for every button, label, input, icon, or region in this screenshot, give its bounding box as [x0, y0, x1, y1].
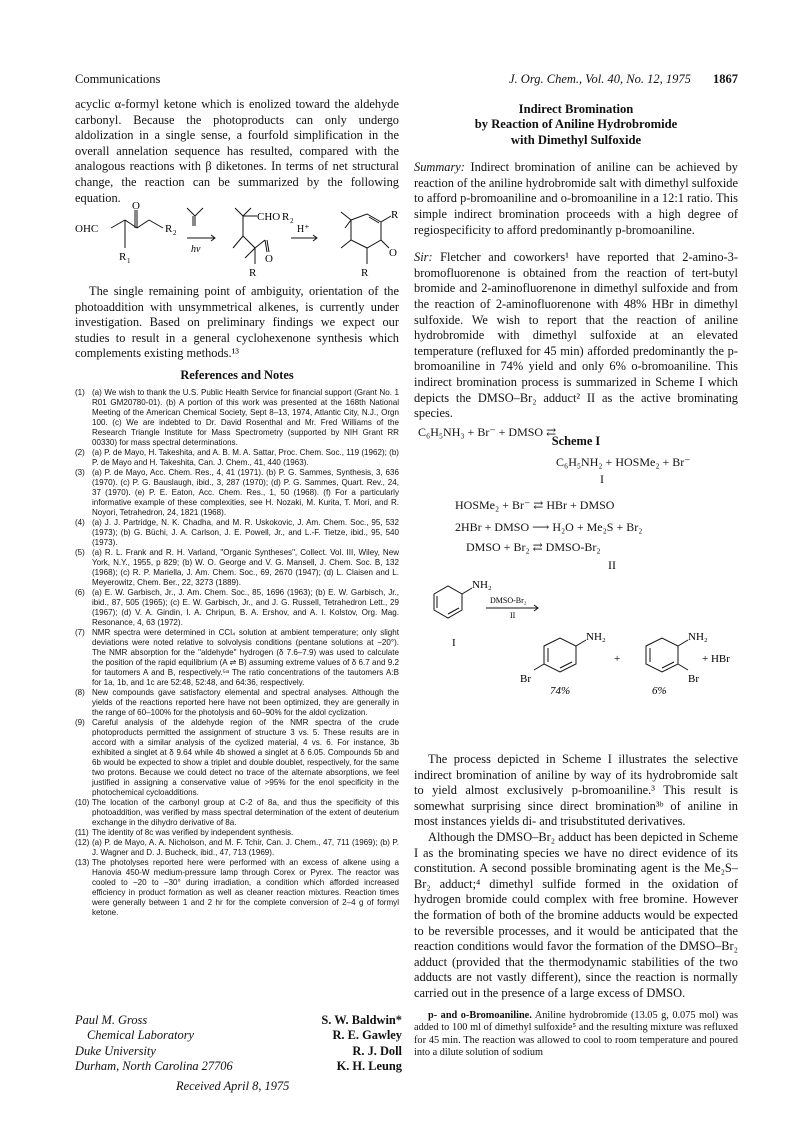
page-number: 1867 [713, 72, 738, 86]
scheme-eq-1: C₆H₅NH₃ + Br⁻ + DMSO ⇄ [418, 425, 557, 439]
adduct-paragraph: Although the DMSO–Br₂ adduct has been depicted in Scheme I as the brominating species we have no direct evidence of its constitution. A second possible brominating agent is the Me₂S–Br₂ adduct;⁴ dimethyl sulfide formed in the oxidation of hydrogen bromide could complex with free bromine. However the formation of both of the bromine adducts would be expected to be reversible processes, and it would be anticipated that the reaction conditions would favor the formation of the DMSO–Br₂ adduct (provided that the thermodynamic stabilities of the two adducts are not vastly different), since the reaction is normally carried out in the presence of a large excess of DMSO. [414, 829, 738, 1000]
hbr-label: + HBr [702, 653, 730, 665]
reference-item [75, 518, 399, 548]
author-name: S. W. Baldwin* [321, 1013, 402, 1027]
received-date: Received April 8, 1975 [176, 1079, 290, 1093]
experimental-paragraph [414, 1010, 738, 1060]
hv-label: hν [191, 244, 201, 255]
scheme-eq-3: HOSMe₂ + Br⁻ ⇄ HBr + DMSO [455, 498, 615, 512]
sir-paragraph [414, 250, 738, 422]
reference-number: (6) [75, 587, 85, 597]
left-column-lower [75, 284, 399, 918]
reference-item [75, 588, 399, 628]
sir-label: Sir: [414, 250, 433, 265]
process-paragraph: The process depicted in Scheme I illustrates the selective indirect bromination of aniline by way of its hydrobromide salt to yield almost exclusively p-bromoaniline.³ This result is somewhat surprising since direct bromination³ᵇ of aniline in most instances yields di- and trisubstituted derivatives. [414, 752, 738, 829]
r2-sub-1: 2 [173, 229, 177, 237]
reference-text: The location of the carbonyl group at C-2 of 8a, and thus the specificity of this photoaddition, was verified by mass spectral determination of the extent of deuterium exchange in the dihydro derivative of 8a. [92, 797, 399, 827]
ohc-label: OHC [75, 223, 99, 235]
yield-para: 74% [550, 685, 571, 697]
address-line: Paul M. Gross [75, 1013, 148, 1027]
author-name: R. J. Doll [352, 1043, 402, 1058]
reference-item [75, 448, 399, 468]
nh2-ortho-label: NH₂ [688, 631, 708, 643]
summary-text: Indirect bromination of aniline can be achieved by reaction of the aniline hydrobromide salt with dimethyl sulfoxide to afford p-bromoaniline and o-bromoaniline in a 12:1 ratio. This simple indirect bromination proceeds with a high degree of regiospecificity to afford predominantly p-bromoaniline. [414, 160, 738, 237]
bromination-scheme [418, 572, 738, 752]
running-section: Communications [75, 72, 161, 86]
reference-item [75, 548, 399, 588]
summary-label: Summary: [414, 160, 465, 175]
reference-number: (12) [75, 837, 90, 847]
nh2-label: NH₂ [472, 579, 492, 591]
reference-number: (11) [75, 827, 89, 837]
nh2-para-label: NH₂ [586, 631, 606, 643]
reference-number: (3) [75, 467, 85, 477]
annelation-scheme [75, 200, 405, 282]
o-label-2: O [265, 253, 273, 265]
reference-number: (1) [75, 387, 85, 397]
address-line: Chemical Laboratory [87, 1028, 195, 1043]
references-heading: References and Notes [180, 367, 294, 382]
r1-label-1: R [119, 251, 127, 263]
reference-item [75, 628, 399, 688]
r1-label-3: R [361, 267, 369, 279]
plus-sign: + [614, 653, 621, 665]
reference-number: (8) [75, 687, 85, 697]
scheme-title: Scheme I [551, 433, 601, 448]
right-column-lower [414, 752, 738, 1060]
reagent-label: DMSO-Br₂ [490, 596, 527, 605]
references-list [75, 388, 399, 918]
scheme-label-I: I [600, 472, 604, 486]
yield-ortho: 6% [652, 685, 667, 697]
reference-number: (10) [75, 797, 90, 807]
scheme-eq-5: DMSO + Br₂ ⇄ DMSO-Br₂ [466, 540, 601, 554]
article-title [414, 102, 738, 148]
reference-item [75, 838, 399, 858]
author-name: K. H. Leung [336, 1059, 402, 1074]
br-para-label: Br [520, 673, 531, 685]
scheme-eq-4: 2HBr + DMSO ⟶ H₂O + Me₂S + Br₂ [455, 520, 643, 534]
br-ortho-label: Br [688, 673, 699, 685]
cho-label: CHO [257, 211, 281, 223]
reference-text: (a) R. L. Frank and R. H. Varland, "Organic Syntheses", Collect. Vol. III, Wiley, New York, N.Y., 1955, p 829; (b) W. O. George and V. G. Mansell, J. Chem. Soc. B, 132 (1968); (c) R. P. Mariella, J. Am. Chem. Soc., 69, 2670 (1947); (d) L. Claisen and L. Meyerowitz, Chem. Ber., 22, 3273 (1889). [92, 547, 399, 587]
reference-item [75, 798, 399, 828]
reference-number: (13) [75, 857, 90, 867]
reference-number: (2) [75, 447, 85, 457]
reference-text: New compounds gave satisfactory elemental and spectral analyses. Although the yields of the reactions reported here have not been optimized, they are generally in the range of 60–100% for the photolysis and 60–90% for the aldol cyclization. [92, 687, 399, 717]
address-block [75, 1013, 235, 1075]
sir-text: Fletcher and coworkers¹ have reported that 2-amino-3-bromofluorenone is obtained from the reaction of tert-butyl bromide and 2-aminofluorenone in dimethyl sulfoxide and from the reaction of 2-aminofluorenone with 48% HBr in dimethyl sulfoxide. We wish to report that the reaction of aniline hydrobromide with dimethyl sulfoxide at an elevated temperature (refluxed for 45 min) afforded predominantly the p-bromoaniline in 74% yield and only 6% o-bromoaniline. This indirect bromination process is summarized in Scheme I which depicts the DMSO–Br₂ adduct² II as the active brominating species. [414, 250, 738, 421]
experimental-label: p- and o-Bromoaniline. [428, 1009, 532, 1021]
r2-label-2: R [282, 211, 290, 223]
reference-text: (a) P. de Mayo, A. A. Nicholson, and M. F. Tchir, Can. J. Chem., 47, 711 (1969); (b) P. J. Wagner and D. J. Bucheck, ibid., 47, 713 (1969). [92, 837, 399, 857]
authors-block [296, 1013, 402, 1075]
address-line: Durham, North Carolina 27706 [75, 1059, 233, 1074]
r2-label-1: R [165, 223, 173, 235]
intro-paragraph: acyclic α-formyl ketone which is enolized toward the aldehyde carbonyl. Because the photoproducts can only undergo aldolization in a single sense, a fourfold simplification in the overall annelation sequence has resulted, compared with the analogous reactions with β diketones. In terms of net structural change, the reaction can be summarized by the following equation. [75, 97, 399, 205]
aniline-label: I [452, 637, 456, 649]
r2-label-3: R [391, 209, 399, 221]
reference-text: (a) P. de Mayo, Acc. Chem. Res., 4, 41 (1971). (b) P. G. Sammes, Synthesis, 3, 636 (1970). (c) P. G. Bauslaugh, ibid., 3, 287 (1970); (d) P. G. Sammes, Quart. Rev., 24, 37 (1970). (e) P. E. Eaton, Acc. Chem. Res., 1, 50 (1968). (f) For a particularly informative example of these complexities, see H. Nozaki, M. Kurita, T. Mori, and R. Noyori, Tetrahedron, 24, 1821 (1968). [92, 467, 399, 517]
title-line: by Reaction of Aniline Hydrobromide [474, 117, 678, 132]
author-name: R. E. Gawley [332, 1028, 402, 1043]
reference-item [75, 468, 399, 518]
reference-text: Careful analysis of the aldehyde region of the NMR spectra of the crude photoproducts permitted the assignment of structure 3 vs. 5. These results are in accord with a similar analysis of the cyclized material, 4 vs. 6. For instance, 3b exhibited a singlet at δ 9.64 while 4b showed a singlet at δ 6.05. Compounds 5b and 6b would be expected to show a triplet and double doublet, respectively, for the same two protons. Because we could detect no trace of the alternate absorptions, we feel justified in assigning a conservative value of >95% for the enol specificity in the photochemical cycloadditions. [92, 717, 399, 797]
o-label-3: O [389, 247, 397, 259]
reference-text: The photolyses reported here were performed with an excess of alkene using a Hanovia 450-W medium-pressure lamp through Corex or Pyrex. The reactor was cooled to −20 to −30° during irradiation, a condition which afforded increased efficiency in product formation as well as cleaner reaction mixtures. Reaction times were generally between 1 and 2 hr for the complete conversion of 2–4 g of formyl ketone. [92, 857, 399, 917]
experimental-text: Aniline hydrobromide (13.05 g, 0.075 mol) was added to 100 ml of dimethyl sulfoxide⁵ and the resulting mixture was refluxed for 45 min. The reaction was allowed to cool to room temperature and poured into a dilute solution of sodium [414, 1009, 738, 1059]
right-column [414, 102, 738, 449]
reagent-sub-label: II [510, 611, 516, 620]
reference-item [75, 688, 399, 718]
r1-label-2: R [249, 267, 257, 279]
scheme-eq-2: C₆H₅NH₂ + HOSMe₂ + Br⁻ [556, 455, 691, 469]
o-label-1: O [132, 200, 140, 212]
reference-item [75, 828, 399, 838]
scheme-label-II: II [608, 558, 616, 572]
reference-text: NMR spectra were determined in CCl₄ solution at ambient temperature; only slight deviations were noted relative to solvolysis conditions (pentane solutions at −20°). The NMR absorption for the "aldehyde" hydrogen (δ 7.6–7.9) was used to calculate the position of the rapid equilibrium (A ⇌ B) assuming extreme values of δ 6.7 and 9.2 for tautomers A and B, respectively.⁵ᵃ The ratio concentrations of the tautomers A:B for 1a, 1b, and 1c are 52:48, 52:48, and 64:36, respectively. [92, 627, 399, 687]
reference-item [75, 718, 399, 798]
address-line: Duke University [75, 1043, 156, 1058]
hplus-label: H⁺ [297, 224, 310, 235]
reference-text: (a) E. W. Garbisch, Jr., J. Am. Chem. Soc., 85, 1696 (1963); (b) E. W. Garbisch, Jr., ibid., 87, 505 (1965); (c) E. W. Garbisch, Jr., and J. G. Russell, Tetrahedron Lett., 29 (1967); (d) V. A. Gindin, I. A. Chripun, B. A. Ershov, and A. I. Kolstov, Org. Mag. Resonance, 4, 63 (1972). [92, 587, 399, 627]
r2-sub-2: 2 [290, 217, 294, 225]
summary-paragraph [414, 160, 738, 238]
left-column [75, 97, 399, 206]
reference-item [75, 858, 399, 918]
reference-number: (5) [75, 547, 85, 557]
reference-text: (a) We wish to thank the U.S. Public Health Service for financial support (Grant No. 1 R01 GM20780-01). (b) A portion of this work was presented at the 168th National Meeting of the American Chemical Society, Sept 8–13, 1974, Atlantic City, N.J., Orgn 100. (c) We are indebted to Dr. David Rosenthal and Mr. Fred Williams of the Research Triangle Institute for Mass Spectrometry (supported by NIH Grant RR 00330) for mass spectral determinations. [92, 387, 399, 447]
reference-text: The identity of 8c was verified by independent synthesis. [92, 827, 294, 837]
reference-text: (a) J. J. Partridge, N. K. Chadha, and M. R. Uskokovic, J. Am. Chem. Soc., 95, 532 (1973); (b) G. Büchi, J. A. Carlson, J. E. Powell, Jr., and L.-F. Tietze, ibid., 95, 540 (1973). [92, 517, 399, 547]
title-line: with Dimethyl Sulfoxide [510, 132, 642, 147]
r1-sub-1: 1 [127, 257, 131, 265]
journal-citation: J. Org. Chem., Vol. 40, No. 12, 1975 [509, 72, 691, 86]
title-line: Indirect Bromination [518, 102, 634, 116]
reference-number: (4) [75, 517, 85, 527]
reference-item [75, 388, 399, 448]
ambiguity-paragraph: The single remaining point of ambiguity, orientation of the photoaddition with unsymmetrical alkenes, is currently under investigation. Based on preliminary findings we expect our studies to result in a general cyclohexenone synthesis which complements existing methods.¹³ [75, 284, 399, 361]
reference-number: (7) [75, 627, 85, 637]
reference-number: (9) [75, 717, 85, 727]
reference-text: (a) P. de Mayo, H. Takeshita, and A. B. M. A. Sattar, Proc. Chem. Soc., 119 (1962); (b) P. de Mayo and H. Takeshita, Can. J. Chem., 41, 440 (1963). [92, 447, 399, 467]
